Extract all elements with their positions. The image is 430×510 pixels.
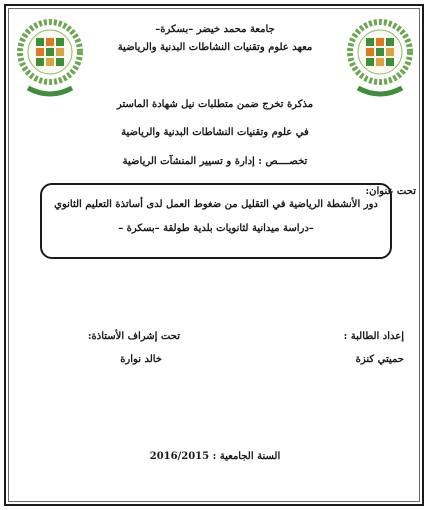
title-label: تحت عنوان: xyxy=(365,186,416,197)
thesis-title: دور الأنشطة الرياضية في التقليل من ضغوط العمل لدى أساتذة التعليم الثانوي xyxy=(54,199,378,210)
specialty-line: تخصــــص : إدارة و تسيير المنشآت الرياضية xyxy=(122,156,308,167)
university-name: جامعة محمد خيضر –بسكرة– xyxy=(155,24,275,35)
thesis-title-box xyxy=(40,183,392,259)
academic-year-label: السنة الجامعية : xyxy=(212,451,281,462)
academic-year xyxy=(0,451,430,463)
supervisor-name: خالد نوارة xyxy=(120,354,162,365)
degree-line: مذكرة تخرج ضمن متطلبات نيل شهادة الماستر xyxy=(116,99,314,110)
institute-name: معهد علوم وتقنيات النشاطات البدنية والرياضية xyxy=(117,42,313,53)
student-label: إعداد الطالبة : xyxy=(343,331,404,342)
student-name: حميتي كنزة xyxy=(355,354,404,365)
supervisor-label: تحت إشراف الأستاذة: xyxy=(87,331,180,342)
academic-year-value: 2016/2015 xyxy=(149,451,210,462)
thesis-subtitle: –دراسة ميدانية لثانويات بلدية طولقة –بسكرة – xyxy=(118,223,314,234)
field-line: في علوم وتقنيات النشاطات البدنية والرياضية xyxy=(121,127,309,138)
